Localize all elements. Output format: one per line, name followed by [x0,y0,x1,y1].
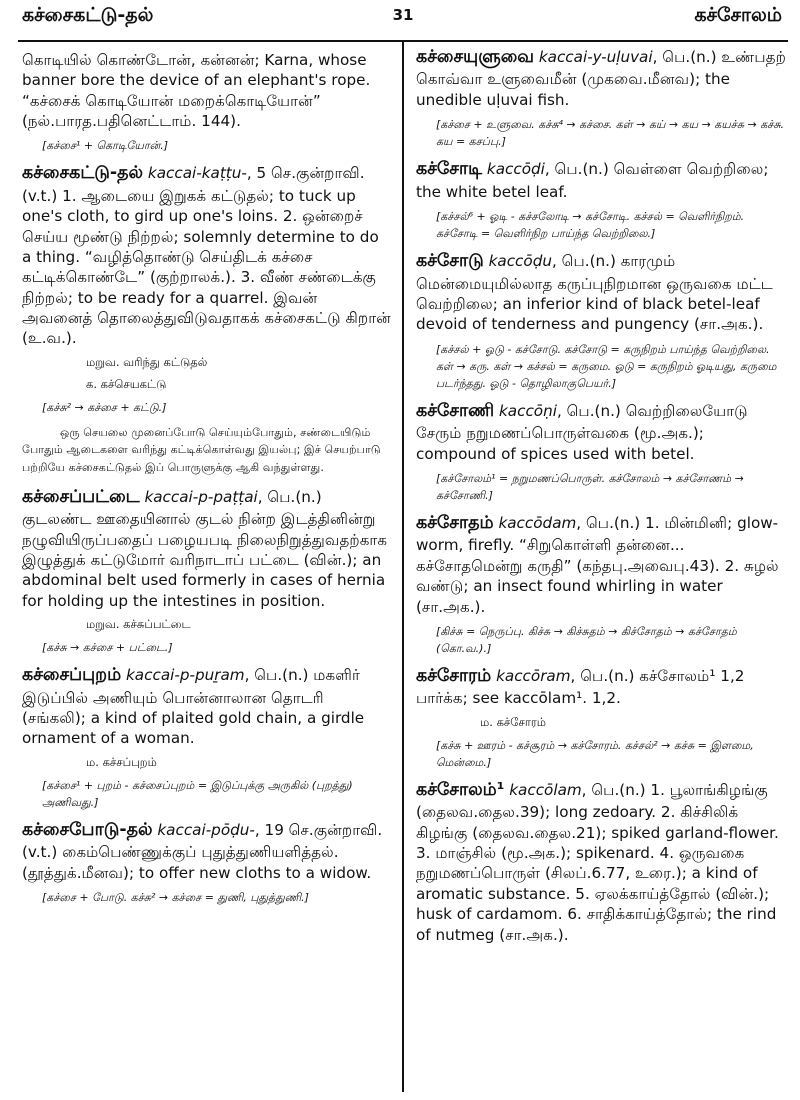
headword: கச்சோதம் [416,513,494,534]
header-left-guideword: கச்சைகட்டு-தல் [22,4,154,26]
headword: கச்சோரம் [416,666,492,687]
dictionary-entry [416,46,786,110]
definition-text: , பெ.(n.) 1. பூலாங்கிழங்கு (தைலவ.தைல.39); long zedoary. 2. கிச்சிலிக் கிழங்கு (தைலவ.தைல.21); spiked garland-flower. 3. மாஞ்சில் (மூ.அக.); spikenard. 4. ஒருவகை நறுமணப்பொருள் (சிலப்.6.77, உரை.); a kind of aromatic substance. 5. ஏலக்காய்த்தோல் (வின்.); husk of cardamom. 6. சாதிக்காய்த்தோல்; the rind of nutmeg (சா.அக.). [416,780,779,944]
definition-text: , பெ.(n.) 1. மின்மினி; glow-worm, firefly. “சிறுகொள்ளி தன்னை... கச்சோதமென்று கருதி” (கந்தபு.அவைபு.43). 2. சுழல் வண்டு; an insect found whirling in water (சா.அக.). [416,514,779,616]
cross-reference: ம. கச்சோரம் [480,714,547,729]
dictionary-entry [416,512,786,617]
etymology-note: [கச்சை¹ + புறம் - கச்சைப்புறம் = இடுப்புக்கு அருகில் (புறத்து) அணிவது.] [42,778,353,809]
etymology-note: [கச்சு² → கச்சை + கட்டு.] [42,400,167,414]
transliteration: kaccai-p-puṟam [126,666,245,685]
definition-text: , பெ.(n.) குடலண்ட ஊதையினால் குடல் நின்ற இடத்தினின்று நழுவியிருப்பதைப் பழையபடி நிலைநிறுத்துவதற்காக இழுத்துக் கட்டுமோர் வரிநாடாப் பட்டை (வின்.); an abdominal belt used formerly in cases of hernia for holding up the intestines in position. [22,487,388,610]
entry-continuation [22,50,392,131]
transliteration: kaccōdam [498,514,577,533]
cross-reference: மறுவ. கச்சுப்பட்டை [86,617,191,632]
etymology-note: [கச்சு → கச்சை + பட்டை.] [42,641,173,655]
two-column-body [18,42,788,1092]
dictionary-entry [416,158,786,202]
headword: கச்சோடு [416,251,484,272]
dictionary-entry [416,779,786,945]
definition-text: , பெ.(n.) காரமும் மென்மையுமில்லாத கருப்புநிறமான ஒருவகை மட்ட வெற்றிலை; an inferior kind of black betel-leaf devoid of tenderness and pungency (சா.அக.). [416,252,773,334]
commentary-paragraph: ஒரு செயலை முனைப்போடு செய்யும்போதும், சண்டையிடும் போதும் ஆடைகளை வரிந்து கட்டிக்கொள்வது இயல்பு; இச் செயற்பாடு பற்றியே கச்சைகட்டுதல் இப் பொருளுக்கு ஆகி வந்துள்ளது. [22,425,381,474]
definition-text: , பெ.(n.) உண்பதற் கொவ்வா உளுவைமீன் (முகவை.மீனவ); the unedible uḷuvai fish. [416,48,786,109]
etymology-note: [கச்சல் + ஓடு - கச்சோடு. கச்சோடு = கருநிறம் பாய்ந்த வெற்றிலை. கள் → கரு. கள் → கச்சல் = கருமை. ஓடு = கருநிறம் ஓடியது, கருமை படர்ந்தது. ஓடு - தொழிலாகுபெயர்.] [436,342,777,390]
dictionary-entry [22,486,392,611]
headword: கச்சோணி [416,400,495,421]
cross-reference: மறுவ. வரிந்து கட்டுதல் [86,354,208,369]
headword: கச்சைபோடு-தல் [22,819,153,840]
header-right-guideword: கச்சோலம் [694,4,782,26]
headword: கச்சையுளுவை [416,47,535,67]
transliteration: kaccai-y-uḷuvai [538,48,653,66]
definition-text: , பெ.(n.) கச்சோலம்¹ 1,2 பார்க்க; see kaccōlam¹. 1,2. [416,667,745,708]
etymology-note: [கச்சு + ஊரம் - கச்சூரம் → கச்சோரம். கச்சல்² → கச்சு = இளமை, மென்மை.] [436,738,754,769]
right-column [404,42,788,1092]
transliteration: kaccōlam [509,780,582,799]
page-header [18,0,788,42]
transliteration: kaccai-kaṭṭu- [147,164,247,183]
definition-text: , 19 செ.குன்றாவி. (v.t.) கைம்பெண்ணுக்குப் புதுத்துணியளித்தல். (தூத்துக்.மீனவ); to offer new cloths to a widow. [22,820,383,882]
definition-text: கொடியில் கொண்டோன், கன்னன்; Karna, whose banner bore the device of an elephant's rope. “கச்சைக் கொடியோன் மறைக்கொடியோன்” (நல்.பாரத.பதினெட்டாம். 144). [22,51,371,131]
dictionary-entry [22,819,392,883]
transliteration: kaccōṇi [499,401,557,420]
definition-text: , பெ.(n.) வெள்ளை வெற்றிலை; the white betel leaf. [416,160,769,201]
headword: கச்சைப்புறம் [22,665,122,686]
headword: கச்சோடி [416,159,483,180]
transliteration: kaccōḍu [488,252,552,271]
transliteration: kaccai-p-paṭṭai [144,487,258,506]
definition-text: , பெ.(n.) வெற்றிலையோடு சேரும் நறுமணப்பொருள்வகை (மூ.அக.); compound of spices used with betel. [416,401,748,463]
etymology-note: [கிச்சு = நெருப்பு. கிச்சு → கிச்சுதம் → கிச்சோதம் → கச்சோதம் (கொ.வ.).] [436,624,737,655]
cross-reference: ம. கச்சப்புறம் [86,754,157,769]
etymology-note: [கச்சை + போடு. கச்சு² → கச்சை = துணி, புதுத்துணி.] [42,890,309,904]
etymology-note: [கச்சல்⁶ + ஓடி - கச்சலோடி → கச்சோடி. கச்சல் = வெளிர்நிறம். கச்சோடி = வெளிர்நிற பாய்ந்த வெற்றிலை.] [436,210,745,241]
headword: கச்சைகட்டு-தல் [22,163,144,184]
dictionary-entry [416,250,786,335]
etymology-note: [கச்சை + உளுவை. கச்சு⁴ → கச்சை. கள் → கய் → கய → கயச்சு → கச்சு. கய = கசப்பு.] [436,118,785,149]
etymology-note: [கச்சை¹ + கொடியோன்.] [42,139,169,153]
etymology-note: [கச்சோலம்¹ = நறுமணப்பொருள். கச்சோலம் → கச்சோணம் → கச்சோணி.] [436,471,744,502]
transliteration: kaccōḍi [486,160,545,179]
left-column [18,42,402,1092]
page-number: 31 [392,6,414,24]
dictionary-entry [22,162,392,348]
definition-text: , பெ.(n.) மகளிர் இடுப்பில் அணியும் பொன்னாலான தொடரி (சங்கலி); a kind of plaited gold chain, a girdle ornament of a woman. [22,666,365,748]
cross-reference: க. கச்செயகட்டு [86,376,167,391]
transliteration: kaccōram [496,667,571,686]
headword: கச்சைப்பட்டை [22,486,140,507]
dictionary-entry [416,665,786,709]
headword: கச்சோலம்¹ [416,779,505,800]
transliteration: kaccai-pōḍu- [157,820,255,839]
dictionary-entry [22,664,392,749]
dictionary-entry [416,400,786,464]
definition-text: , 5 செ.குன்றாவி. (v.t.) 1. ஆடையை இறுகக் கட்டுதல்; to tuck up one's cloth, to gird up one's loins. 2. ஒன்றைச் செய்ய மூண்டு நிற்றல்; solemnly determine to do a thing. “வழித்தொண்டு செய்திடக் கச்சை கட்டிக்கொண்டே” (குற்றாலக்.). 3. வீண் சண்டைக்கு நிற்றல்; to be ready for a quarrel. இவன் அவனைத் தொலைத்துவிடுவதாகக் கச்சைகட்டு கிறான் (உ.வ.). [22,164,391,348]
